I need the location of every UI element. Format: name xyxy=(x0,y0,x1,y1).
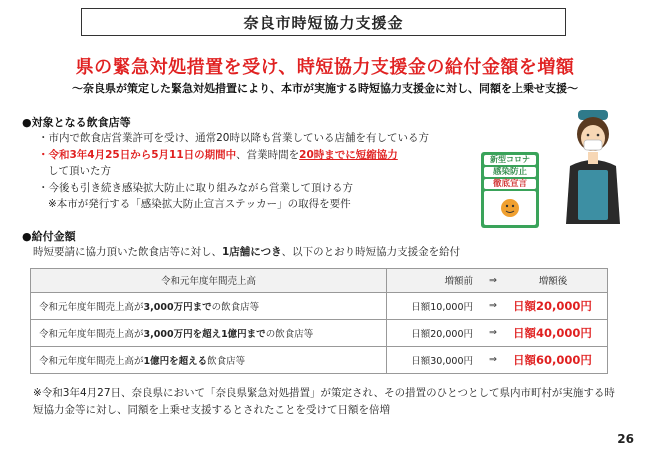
before-amount: 日額20,000円 xyxy=(411,328,473,340)
sales-cell: 令和元年度年間売上高が3,000万円までの飲食店等 xyxy=(31,292,387,319)
amount-para-bold: 1店舗につき xyxy=(222,246,282,258)
after-header: 増額後 xyxy=(538,276,568,288)
target-item-2 xyxy=(38,147,478,164)
table-row xyxy=(31,319,608,346)
page-number: 26 xyxy=(617,432,634,446)
before-amount: 日額10,000円 xyxy=(411,301,473,313)
target-item-3-note: ※本市が発行する「感染拡大防止宣言ステッカー」の取得を要件 xyxy=(48,198,351,210)
amount-para-pre: 時短要請に協力頂いた飲食店等に対し、 xyxy=(33,246,222,258)
amount-cell xyxy=(387,319,608,346)
target-item-3: ・今後も引き続き感染拡大防止に取り組みながら営業して頂ける方 xyxy=(38,181,353,194)
table-row xyxy=(31,346,608,373)
amount-cell xyxy=(387,292,608,319)
target-heading: ●対象となる飲食店等 xyxy=(22,116,131,129)
before-amount: 日額30,000円 xyxy=(411,355,473,367)
table-header-row xyxy=(31,269,608,293)
staff-illustration-icon xyxy=(560,108,626,230)
footnote: ※令和3年4月27日、奈良県において「奈良県緊急対処措置」が策定され、その措置のひとつとして県内市町村が実施する時短協力金等に対し、同額を上乗せ支援するとされたことを受けて日額を倍増 xyxy=(33,387,615,416)
before-header: 増額前 xyxy=(444,276,473,288)
after-amount: 日額60,000円 xyxy=(513,352,592,367)
target-item-2-period: ・令和3年4月25日から5月11日の期間中 xyxy=(38,148,237,161)
target-item-2-mid: 、営業時間を xyxy=(236,148,300,161)
support-table xyxy=(30,268,608,374)
arrow-icon: ⇒ xyxy=(489,354,497,366)
amount-paragraph xyxy=(33,244,460,259)
subheadline: ～奈良県が策定した緊急対処措置により、本市が実施する時短協力支援金に対し、同額を上乗せ支援～ xyxy=(72,82,578,95)
sticker-line2: 感染防止 xyxy=(484,167,536,177)
target-item-2-cont: して頂いた方 xyxy=(48,165,111,177)
amount-para-post: 、以下のとおり時短協力支援金を給付 xyxy=(281,246,461,258)
target-item-1: ・市内で飲食店営業許可を受け、通常20時以降も営業している店舗を有している方 xyxy=(38,132,429,144)
sticker-line1: 新型コロナ xyxy=(484,155,536,165)
sticker-mascot-icon xyxy=(484,191,536,225)
amount-cell xyxy=(387,346,608,373)
table-row xyxy=(31,292,608,319)
target-list xyxy=(38,130,478,213)
arrow-icon: ⇒ xyxy=(489,327,497,339)
arrow-icon: ⇒ xyxy=(489,300,497,312)
sticker-image xyxy=(481,152,539,228)
col-amount-header xyxy=(387,269,608,293)
after-amount: 日額40,000円 xyxy=(513,325,592,340)
sales-cell: 令和元年度年間売上高が3,000万円を超え1億円までの飲食店等 xyxy=(31,319,387,346)
sales-cell: 令和元年度年間売上高が1億円を超える飲食店等 xyxy=(31,346,387,373)
col-sales-header: 令和元年度年間売上高 xyxy=(31,269,387,293)
after-amount: 日額20,000円 xyxy=(513,298,592,313)
page-title: 奈良市時短協力支援金 xyxy=(243,13,404,32)
title-box xyxy=(81,8,566,36)
amount-heading: ●給付金額 xyxy=(22,230,76,243)
target-item-2-condition: 20時までに短縮協力 xyxy=(299,148,398,161)
headline: 県の緊急対処措置を受け、時短協力支援金の給付金額を増額 xyxy=(75,57,575,78)
sticker-line3: 徹底宣言 xyxy=(484,179,536,189)
arrow-icon: ⇒ xyxy=(489,274,497,286)
